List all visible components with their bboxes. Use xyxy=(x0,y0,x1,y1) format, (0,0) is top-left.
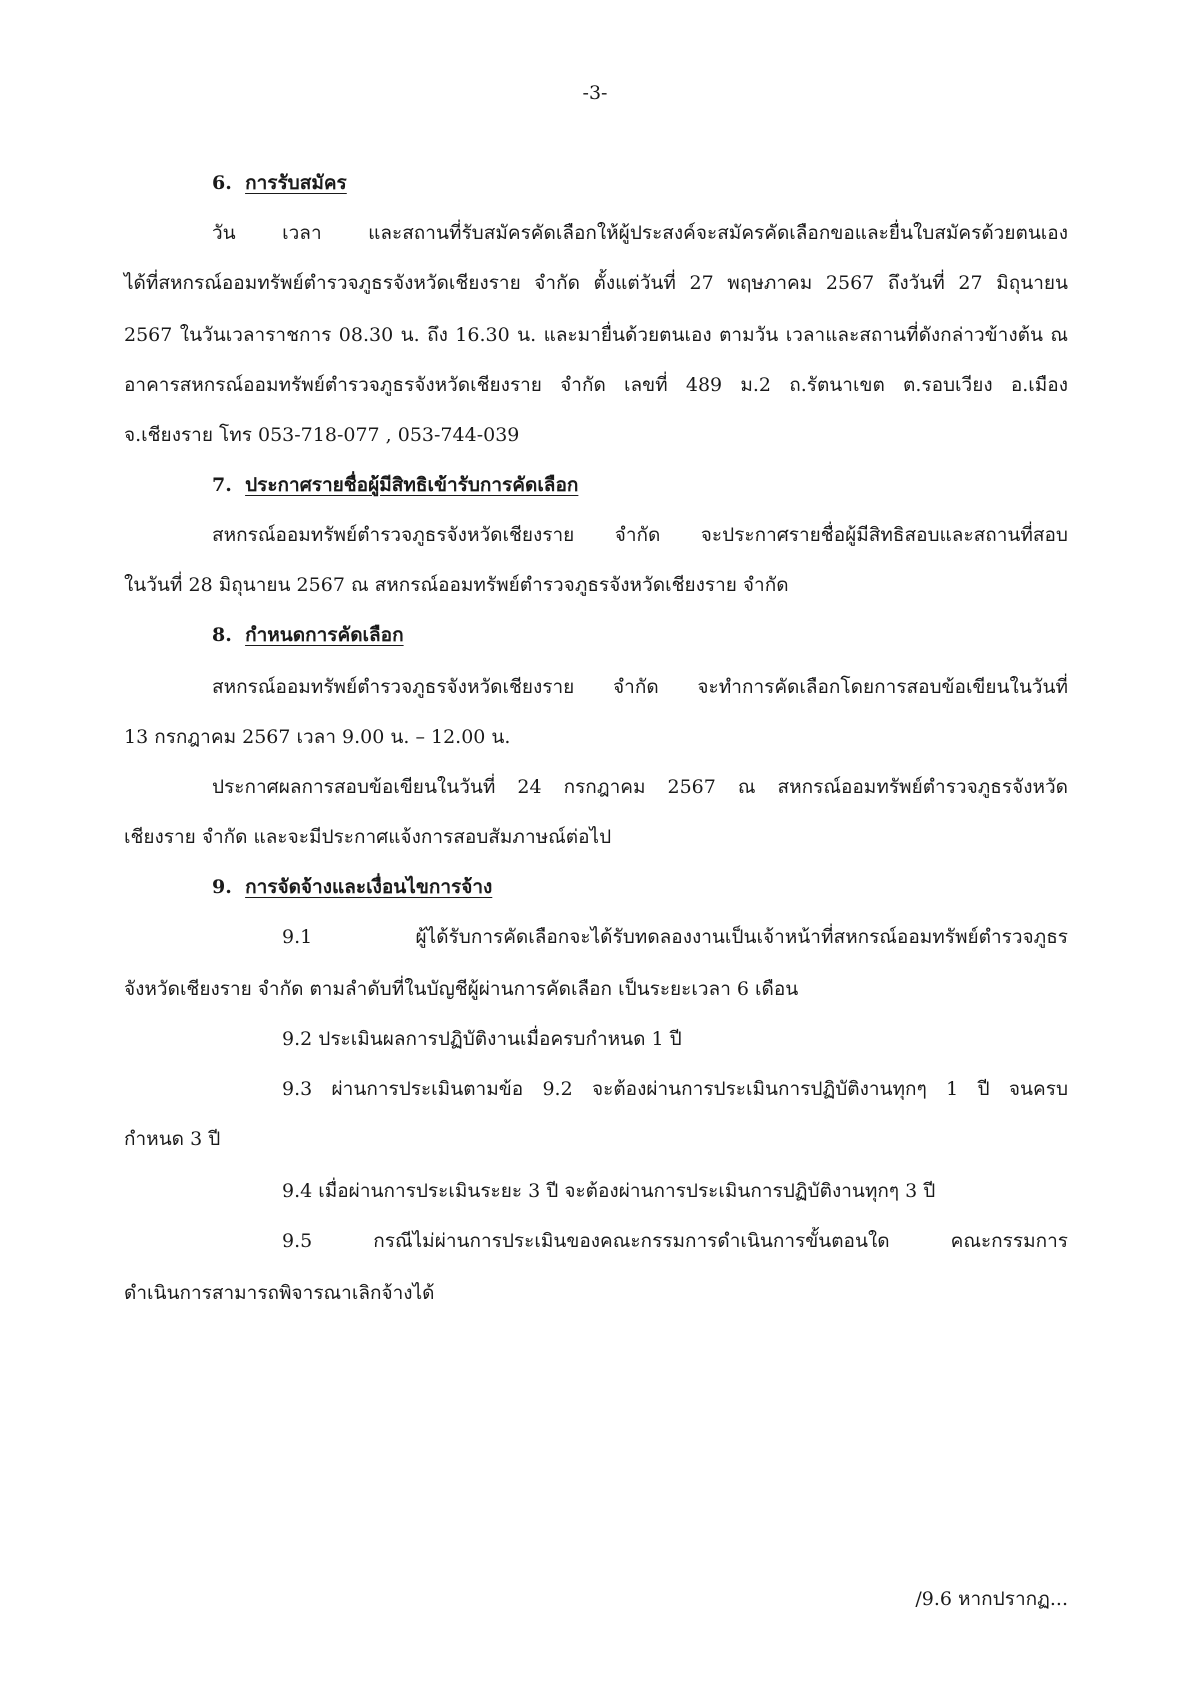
section-9-heading xyxy=(212,872,492,902)
continuation-note: /9.6 หากปรากฏ... xyxy=(915,1588,1068,1610)
section-6-line: วัน เวลา และสถานที่รับสมัครคัดเลือกให้ผู้ประสงค์จะสมัครคัดเลือกขอและยื่นใบสมัครด้วยตนเอง xyxy=(212,222,1068,244)
section-7-title: ประกาศรายชื่อผู้มีสิทธิเข้ารับการคัดเลือก xyxy=(245,474,579,496)
section-6-number: 6. xyxy=(212,172,232,194)
section-9-line: 9.1 ผู้ได้รับการคัดเลือกจะได้รับทดลองงานเป็นเจ้าหน้าที่สหกรณ์ออมทรัพย์ตำรวจภูธร xyxy=(282,926,1068,948)
section-9-line: 9.3 ผ่านการประเมินตามข้อ 9.2 จะต้องผ่านการประเมินการปฏิบัติงานทุกๆ 1 ปี จนครบ xyxy=(282,1078,1068,1100)
section-7-heading xyxy=(212,470,578,500)
section-8-heading xyxy=(212,620,404,650)
section-6-line: อาคารสหกรณ์ออมทรัพย์ตำรวจภูธรจังหวัดเชียงราย จำกัด เลขที่ 489 ม.2 ถ.รัตนาเขต ต.รอบเวียง อ.เมือง xyxy=(124,374,1068,396)
section-8-number: 8. xyxy=(212,624,232,646)
section-7-number: 7. xyxy=(212,474,232,496)
section-7-line: ในวันที่ 28 มิถุนายน 2567 ณ สหกรณ์ออมทรัพย์ตำรวจภูธรจังหวัดเชียงราย จำกัด xyxy=(124,574,789,596)
section-8-line: สหกรณ์ออมทรัพย์ตำรวจภูธรจังหวัดเชียงราย จำกัด จะทำการคัดเลือกโดยการสอบข้อเขียนในวันที่ xyxy=(212,676,1068,698)
section-6-heading xyxy=(212,168,347,198)
section-9-line: กำหนด 3 ปี xyxy=(124,1128,221,1150)
section-9-title: การจัดจ้างและเงื่อนไขการจ้าง xyxy=(245,876,493,898)
section-6-line: จ.เชียงราย โทร 053-718-077 , 053-744-039 xyxy=(124,424,520,446)
section-8-line: เชียงราย จำกัด และจะมีประกาศแจ้งการสอบสัมภาษณ์ต่อไป xyxy=(124,826,612,848)
section-8-line: ประกาศผลการสอบข้อเขียนในวันที่ 24 กรกฎาคม 2567 ณ สหกรณ์ออมทรัพย์ตำรวจภูธรจังหวัด xyxy=(212,776,1068,798)
section-6-line: ได้ที่สหกรณ์ออมทรัพย์ตำรวจภูธรจังหวัดเชียงราย จำกัด ตั้งแต่วันที่ 27 พฤษภาคม 2567 ถึงวันที่ 27 มิถุนายน xyxy=(124,272,1068,294)
section-9-number: 9. xyxy=(212,876,232,898)
section-9-line: 9.5 กรณีไม่ผ่านการประเมินของคณะกรรมการดำเนินการขั้นตอนใด คณะกรรมการ xyxy=(282,1230,1068,1252)
section-6-title: การรับสมัคร xyxy=(245,172,347,194)
section-8-title: กำหนดการคัดเลือก xyxy=(245,624,404,646)
section-8-line: 13 กรกฎาคม 2567 เวลา 9.00 น. – 12.00 น. xyxy=(124,726,511,748)
section-9-line: จังหวัดเชียงราย จำกัด ตามลำดับที่ในบัญชีผู้ผ่านการคัดเลือก เป็นระยะเวลา 6 เดือน xyxy=(124,978,799,1000)
section-6-line: 2567 ในวันเวลาราชการ 08.30 น. ถึง 16.30 น. และมายื่นด้วยตนเอง ตามวัน เวลาและสถานที่ดังกล่าวข้างต้น ณ xyxy=(124,324,1068,346)
section-9-line: ดำเนินการสามารถพิจารณาเลิกจ้างได้ xyxy=(124,1282,435,1304)
section-7-line: สหกรณ์ออมทรัพย์ตำรวจภูธรจังหวัดเชียงราย จำกัด จะประกาศรายชื่อผู้มีสิทธิสอบและสถานที่สอบ xyxy=(212,524,1068,546)
page-number: -3- xyxy=(582,82,608,104)
section-9-line: 9.2 ประเมินผลการปฏิบัติงานเมื่อครบกำหนด 1 ปี xyxy=(282,1028,682,1050)
section-9-line: 9.4 เมื่อผ่านการประเมินระยะ 3 ปี จะต้องผ่านการประเมินการปฏิบัติงานทุกๆ 3 ปี xyxy=(282,1180,936,1202)
